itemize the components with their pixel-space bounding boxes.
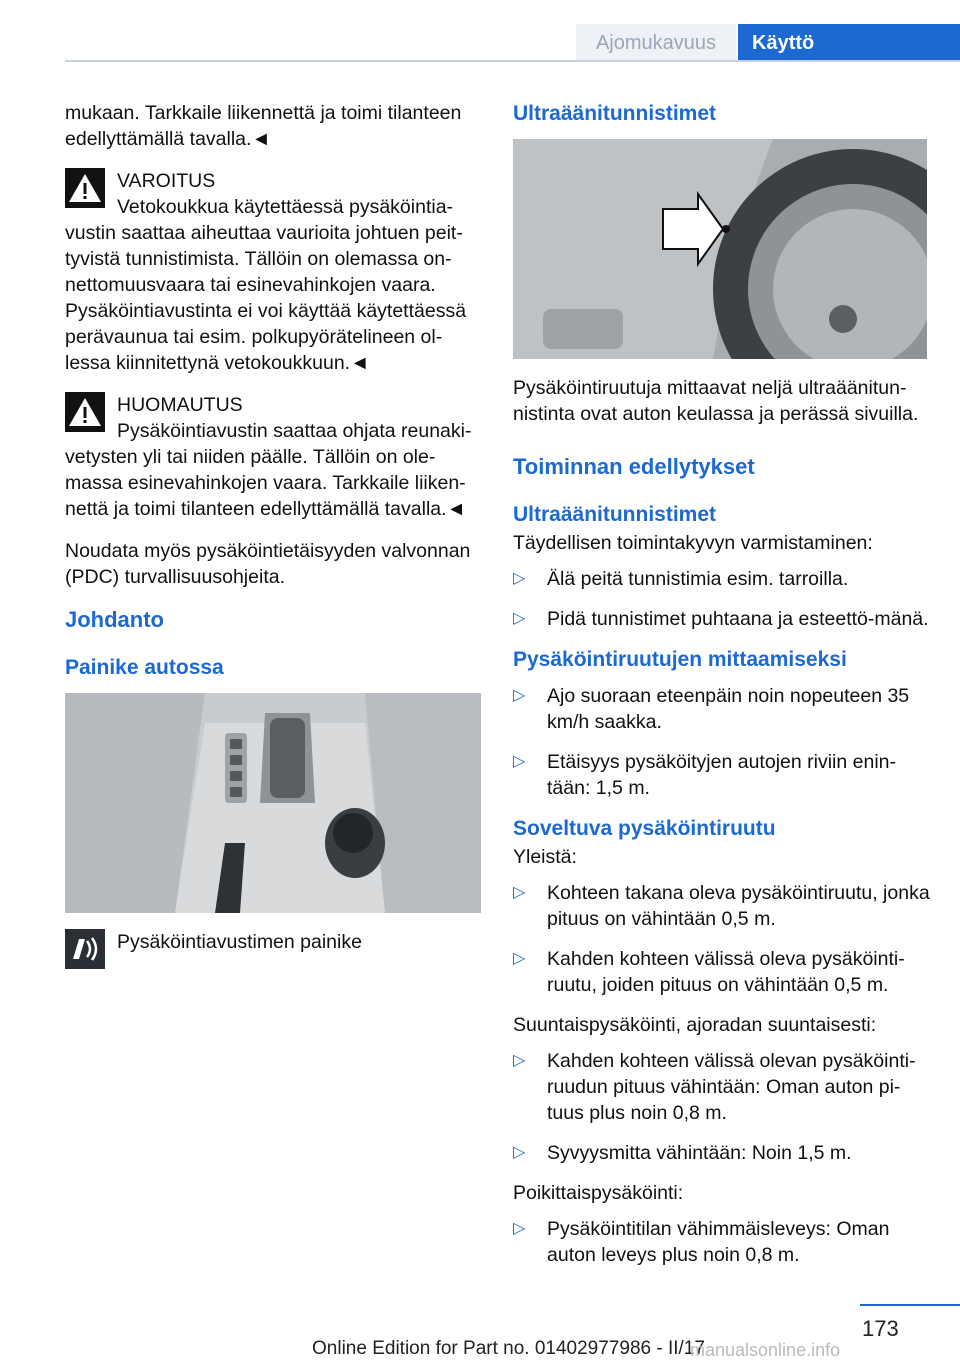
left-column [65,100,481,977]
heading-introduction: Johdanto [65,607,164,632]
parallel-list [513,1048,931,1166]
heading-button-in-car: Painike autossa [65,656,224,679]
list-item: ▷ Kahden kohteen välissä oleva pysäköinti-ruutu, joiden pituus on vähintään 0,5 m. [513,948,905,996]
notice-text: Pysäköintiavustin saattaa ohjata reunaki-vetysten yli tai niiden päälle. Tällöin on ole-massa esinevahinkojen vaara. Tarkkaile liiken-nettä ja toimi tilanteen edellyttämällä tavalla.◄ [65,420,472,520]
heading-suitable-space: Soveltuva pysäköintiruutu [513,817,776,840]
notice-triangle-icon [65,392,105,432]
general-list [513,880,931,998]
warning-label: VAROITUS [117,170,216,192]
bullet-triangle-icon: ▷ [513,753,526,770]
perpendicular-list [513,1216,931,1268]
list-item: ▷ Pidä tunnistimet puhtaana ja esteettö-mänä. [513,608,929,630]
right-column [513,100,931,1282]
sensor-photo [513,139,927,359]
watermark: manualsonline.info [690,1340,841,1360]
bullet-triangle-icon: ▷ [513,1144,526,1161]
notice-block [65,392,481,522]
heading-ultrasonic-sensors: Ultraäänitunnistimet [513,102,717,125]
pdc-button-icon [65,929,105,969]
list-item: ▷ Kahden kohteen välissä olevan pysäköinti-ruudun pituus vähintään: Oman auton pi-tuus plus noin 0,8 m. [513,1050,916,1124]
list-item: ▷ Ajo suoraan eteenpäin noin nopeuteen 35 km/h saakka. [513,685,910,733]
measure-list [513,683,931,801]
list-item: ▷ Kohteen takana oleva pysäköintiruutu, jonka pituus on vähintään 0,5 m. [513,882,930,930]
edition-footer: Online Edition for Part no. 01402977986 - II/17 [312,1338,705,1359]
list-item: ▷ Älä peitä tunnistimia esim. tarroilla. [513,568,849,590]
pdc-safety-note: Noudata myös pysäköintietäisyyden valvonnan (PDC) turvallisuusohjeita. [65,540,471,588]
warning-text: Vetokoukkua käytettäessä pysäköintia-vustin saattaa aiheuttaa vaurioita johtuen peit-tyvistä tunnistimista. Tällöin on olemassa on-nettomuusvaara tai esinevahinkojen vaara. Pysäköintiavustinta ei voi käyttää käytettäessä perävaunua tai esim. polkupyörätelineen ol-lessa kiinnitettynä vetokoukkuun.◄ [65,196,467,374]
console-photo [65,693,481,913]
pdc-button-caption: Pysäköintiavustimen painike [117,931,362,953]
header-rule [65,60,960,62]
heading-measuring: Pysäköintiruutujen mittaamiseksi [513,648,847,671]
list-item: ▷ Syvyysmitta vähintään: Noin 1,5 m. [513,1142,852,1164]
notice-label: HUOMAUTUS [117,394,243,416]
page-number-rule [860,1304,960,1306]
bullet-triangle-icon: ▷ [513,687,526,704]
bullet-triangle-icon: ▷ [513,610,526,627]
sensors2-intro: Täydellisen toimintakyvyn varmistaminen: [513,532,873,554]
parallel-label: Suuntaispysäköinti, ajoradan suuntaisesti: [513,1014,877,1036]
bullet-triangle-icon: ▷ [513,1052,526,1069]
sensors-description: Pysäköintiruutuja mittaavat neljä ultraäänitun-nistinta ovat auton keulassa ja perässä sivuilla. [513,377,919,425]
bullet-triangle-icon: ▷ [513,884,526,901]
pdc-button-row [65,929,481,977]
warning-triangle-icon [65,168,105,208]
perpendicular-label: Poikittaispysäköinti: [513,1182,684,1204]
heading-requirements: Toiminnan edellytykset [513,454,755,479]
list-item: ▷ Pysäköintitilan vähimmäisleveys: Oman auton leveys plus noin 0,8 m. [513,1218,890,1266]
sensors2-list [513,566,931,632]
heading-ultrasonic-sensors-2: Ultraäänitunnistimet [513,503,717,526]
bullet-triangle-icon: ▷ [513,950,526,967]
list-item: ▷ Etäisyys pysäköityjen autojen riviin enin-tään: 1,5 m. [513,751,897,799]
general-label: Yleistä: [513,846,577,868]
page-number: 173 [862,1316,899,1341]
intro-paragraph: mukaan. Tarkkaile liikennettä ja toimi tilanteen edellyttämällä tavalla.◄ [65,102,462,150]
warning-block [65,168,481,376]
bullet-triangle-icon: ▷ [513,570,526,587]
header-section-tab: Ajomukavuus [576,24,736,62]
header-active-tab: Käyttö [738,24,960,62]
bullet-triangle-icon: ▷ [513,1220,526,1237]
